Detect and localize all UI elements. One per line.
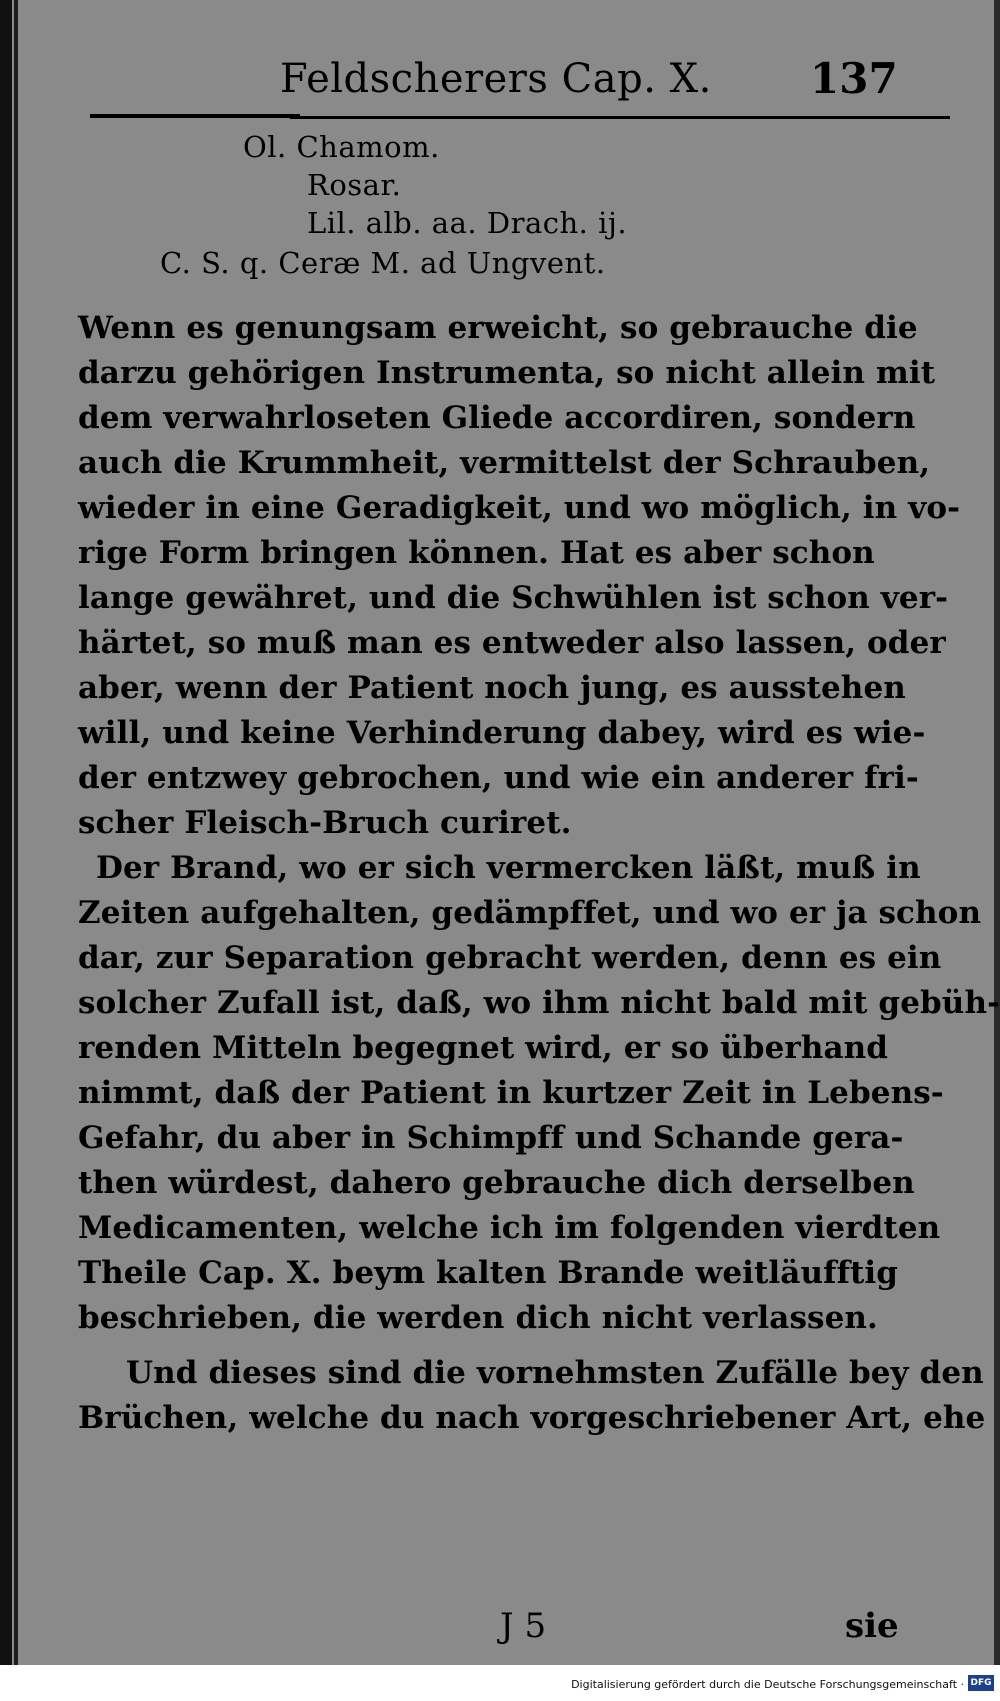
header-rule-right xyxy=(290,116,950,119)
text-line: Gefahr, du aber in Schimpff und Schande gera- xyxy=(78,1120,904,1156)
text-line: Wenn es genungsam erweicht, so gebrauche die xyxy=(78,310,918,346)
text-line: Medicamenten, welche ich im folgenden vierdten xyxy=(78,1210,941,1246)
text-line: will, und keine Verhinderung dabey, wird es wie- xyxy=(78,715,926,751)
text-line: Zeiten aufgehalten, gedämpffet, und wo er ja schon xyxy=(78,895,982,931)
catchword: sie xyxy=(845,1606,899,1646)
text-line: rige Form bringen können. Hat es aber schon xyxy=(78,535,875,571)
text-line: dar, zur Separation gebracht werden, denn es ein xyxy=(78,940,942,976)
text-line: dem verwahrloseten Gliede accordiren, sondern xyxy=(78,400,916,436)
text-line: Und dieses sind die vornehmsten Zufälle bey den xyxy=(126,1355,984,1391)
recipe-line: C. S. q. Ceræ M. ad Ungvent. xyxy=(160,246,606,280)
text-line: der entzwey gebrochen, und wie ein anderer fri- xyxy=(78,760,919,796)
text-line: Brüchen, welche du nach vorgeschriebener Art, ehe xyxy=(78,1400,986,1436)
recipe-line: Lil. alb. aa. Drach. ij. xyxy=(307,206,628,240)
text-line: aber, wenn der Patient noch jung, es ausstehen xyxy=(78,670,906,706)
text-line: Der Brand, wo er sich vermercken läßt, muß in xyxy=(96,850,921,886)
digitization-credit: Digitalisierung gefördert durch die Deutsche Forschungsgemeinschaft · xyxy=(571,1678,964,1691)
text-line: renden Mitteln begegnet wird, er so überhand xyxy=(78,1030,889,1066)
page-right-edge xyxy=(994,0,1000,1665)
text-line: scher Fleisch-Bruch curiret. xyxy=(78,805,572,841)
page-header xyxy=(90,52,898,122)
text-line: then würdest, dahero gebrauche dich derselben xyxy=(78,1165,915,1201)
text-line: darzu gehörigen Instrumenta, so nicht allein mit xyxy=(78,355,936,391)
running-title: Feldscherers Cap. X. xyxy=(280,56,712,102)
text-line: härtet, so muß man es entweder also lassen, oder xyxy=(78,625,946,661)
recipe-line: Ol. Chamom. xyxy=(243,130,440,164)
dfg-logo-badge: DFG xyxy=(968,1675,994,1691)
signature-mark: J 5 xyxy=(500,1606,547,1646)
text-line: Theile Cap. X. beym kalten Brande weitläufftig xyxy=(78,1255,899,1291)
text-line: wieder in eine Geradigkeit, und wo möglich, in vo- xyxy=(78,490,961,526)
text-line: lange gewähret, und die Schwühlen ist schon ver- xyxy=(78,580,949,616)
text-line: nimmt, daß der Patient in kurtzer Zeit in Lebens- xyxy=(78,1075,944,1111)
text-line: solcher Zufall ist, daß, wo ihm nicht bald mit gebüh- xyxy=(78,985,1000,1021)
header-rule-left xyxy=(90,114,300,118)
text-line: beschrieben, die werden dich nicht verlassen. xyxy=(78,1300,878,1336)
page-number: 137 xyxy=(810,54,898,103)
page-left-edge xyxy=(0,0,12,1665)
recipe-line: Rosar. xyxy=(307,168,402,202)
text-line: auch die Krummheit, vermittelst der Schrauben, xyxy=(78,445,931,481)
page-left-edge-line xyxy=(14,0,18,1665)
